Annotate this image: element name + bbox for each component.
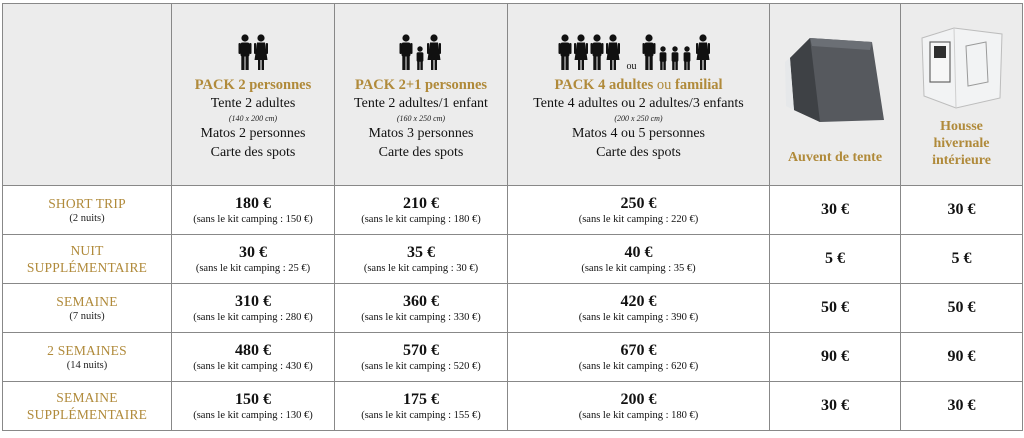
price: 200 € xyxy=(620,390,657,408)
corner-cell xyxy=(3,4,172,186)
family-3-icon xyxy=(335,28,507,72)
row-label-main: SEMAINE xyxy=(56,390,118,405)
price-cell xyxy=(335,235,508,284)
price: 35 € xyxy=(407,243,435,261)
pricing-table xyxy=(2,3,1023,431)
price-note: (sans le kit camping : 35 €) xyxy=(581,262,696,274)
price: 310 € xyxy=(235,292,271,310)
row-label xyxy=(3,186,172,235)
pack-title-part-b: familial xyxy=(675,76,723,93)
awning-price: 90 € xyxy=(821,348,849,365)
extra-title-line-3: intérieure xyxy=(932,153,991,168)
price-note: (sans le kit camping : 180 €) xyxy=(578,409,699,421)
awning-price: 5 € xyxy=(825,250,845,267)
row-label-sub: (2 nuits) xyxy=(69,213,105,224)
pack-title-ou: ou xyxy=(656,76,672,93)
price-cell xyxy=(172,333,335,382)
price-cell xyxy=(335,382,508,431)
header-row xyxy=(3,4,1023,186)
table-row xyxy=(3,333,1023,382)
awning-header xyxy=(770,4,901,186)
price: 360 € xyxy=(403,292,439,310)
pack-2-header xyxy=(172,4,335,186)
row-label-main: SEMAINE xyxy=(56,294,118,309)
price-note: (sans le kit camping : 25 €) xyxy=(195,262,311,274)
winter-cover-price-cell xyxy=(901,382,1023,431)
price-note: (sans le kit camping : 30 €) xyxy=(363,262,479,274)
extra-title-line-1: Housse xyxy=(940,119,983,134)
price-note: (sans le kit camping : 280 €) xyxy=(193,311,313,323)
row-label xyxy=(3,382,172,431)
pack-gear: Matos 4 ou 5 personnes xyxy=(572,125,705,141)
pack-tent: Tente 4 adultes ou 2 adultes/3 enfants xyxy=(533,95,744,111)
pack-map: Carte des spots xyxy=(378,144,464,160)
pack-title: PACK 2 personnes xyxy=(194,76,312,93)
pack-title-part-a: PACK 4 adultes xyxy=(554,76,654,93)
winter-cover-price-cell xyxy=(901,235,1023,284)
winter-cover-icon xyxy=(901,20,1022,112)
row-label-main: SHORT TRIP xyxy=(48,196,126,211)
pack-dimensions: (200 x 250 cm) xyxy=(614,113,663,123)
row-label-sub: (14 nuits) xyxy=(66,360,108,371)
winter-cover-price: 30 € xyxy=(947,397,976,414)
ou-label: ou xyxy=(626,60,637,72)
price-note: (sans le kit camping : 150 €) xyxy=(193,213,313,225)
price-note: (sans le kit camping : 390 €) xyxy=(578,311,699,323)
awning-icon xyxy=(770,23,900,135)
extra-title-line-2: hivernale xyxy=(933,136,990,151)
table-row xyxy=(3,382,1023,431)
price-cell xyxy=(172,235,335,284)
winter-cover-header xyxy=(901,4,1023,186)
pack-title xyxy=(508,76,769,94)
pack-tent: Tente 2 adultes/1 enfant xyxy=(354,95,488,111)
awning-price-cell xyxy=(770,382,901,431)
pack-map: Carte des spots xyxy=(596,144,681,160)
awning-price-cell xyxy=(770,333,901,382)
price-cell xyxy=(508,284,770,333)
price-cell xyxy=(508,235,770,284)
row-label xyxy=(3,333,172,382)
price-note: (sans le kit camping : 430 €) xyxy=(193,360,313,372)
winter-cover-price: 90 € xyxy=(947,348,976,365)
pack-dimensions: (160 x 250 cm) xyxy=(396,113,446,123)
awning-price-cell xyxy=(770,186,901,235)
awning-price-cell xyxy=(770,284,901,333)
winter-cover-price: 50 € xyxy=(947,299,976,316)
pack-title: PACK 2+1 personnes xyxy=(354,76,488,93)
row-label-main-2: SUPPLÉMENTAIRE xyxy=(26,407,148,422)
winter-cover-price-cell xyxy=(901,284,1023,333)
pack-tent: Tente 2 adultes xyxy=(210,95,296,111)
pack-dimensions: (140 x 200 cm) xyxy=(228,113,278,123)
table-row xyxy=(3,284,1023,333)
pack-4-header xyxy=(508,4,770,186)
price-note: (sans le kit camping : 155 €) xyxy=(361,409,481,421)
awning-price: 30 € xyxy=(821,397,849,414)
price: 180 € xyxy=(235,194,271,212)
price-cell xyxy=(508,186,770,235)
price: 420 € xyxy=(620,292,657,310)
row-label-main-2: SUPPLÉMENTAIRE xyxy=(26,260,148,275)
price-note: (sans le kit camping : 520 €) xyxy=(361,360,481,372)
price: 150 € xyxy=(235,390,271,408)
table-row xyxy=(3,186,1023,235)
group-4-or-family-5-icon xyxy=(508,28,769,72)
price: 250 € xyxy=(620,194,657,212)
winter-cover-price-cell xyxy=(901,333,1023,382)
price-cell xyxy=(335,284,508,333)
price: 40 € xyxy=(624,243,653,261)
price-cell xyxy=(335,186,508,235)
price-cell xyxy=(335,333,508,382)
price-cell xyxy=(172,186,335,235)
price: 210 € xyxy=(403,194,439,212)
price-note: (sans le kit camping : 220 €) xyxy=(578,213,699,225)
pack-gear: Matos 3 personnes xyxy=(368,125,474,141)
pack-map: Carte des spots xyxy=(210,144,296,160)
price: 670 € xyxy=(620,341,657,359)
extra-title: Auvent de tente xyxy=(787,150,883,165)
awning-price-cell xyxy=(770,235,901,284)
price-note: (sans le kit camping : 180 €) xyxy=(361,213,481,225)
price-cell xyxy=(172,382,335,431)
winter-cover-price-cell xyxy=(901,186,1023,235)
price: 570 € xyxy=(403,341,439,359)
couple-icon xyxy=(172,28,334,72)
price-cell xyxy=(172,284,335,333)
price-cell xyxy=(508,333,770,382)
row-label-main: NUIT xyxy=(70,243,104,258)
price: 175 € xyxy=(403,390,439,408)
row-label xyxy=(3,284,172,333)
row-label-sub: (7 nuits) xyxy=(69,311,105,322)
price-note: (sans le kit camping : 330 €) xyxy=(361,311,481,323)
price-note: (sans le kit camping : 130 €) xyxy=(193,409,313,421)
price: 30 € xyxy=(239,243,267,261)
awning-price: 50 € xyxy=(821,299,849,316)
winter-cover-price: 30 € xyxy=(947,201,976,218)
awning-price: 30 € xyxy=(821,201,849,218)
row-label xyxy=(3,235,172,284)
winter-cover-price: 5 € xyxy=(951,250,972,267)
price-note: (sans le kit camping : 620 €) xyxy=(578,360,699,372)
pack-2-1-header xyxy=(335,4,508,186)
row-label-main: 2 SEMAINES xyxy=(47,343,127,358)
price-cell xyxy=(508,382,770,431)
price: 480 € xyxy=(235,341,271,359)
pack-gear: Matos 2 personnes xyxy=(200,125,306,141)
table-row xyxy=(3,235,1023,284)
